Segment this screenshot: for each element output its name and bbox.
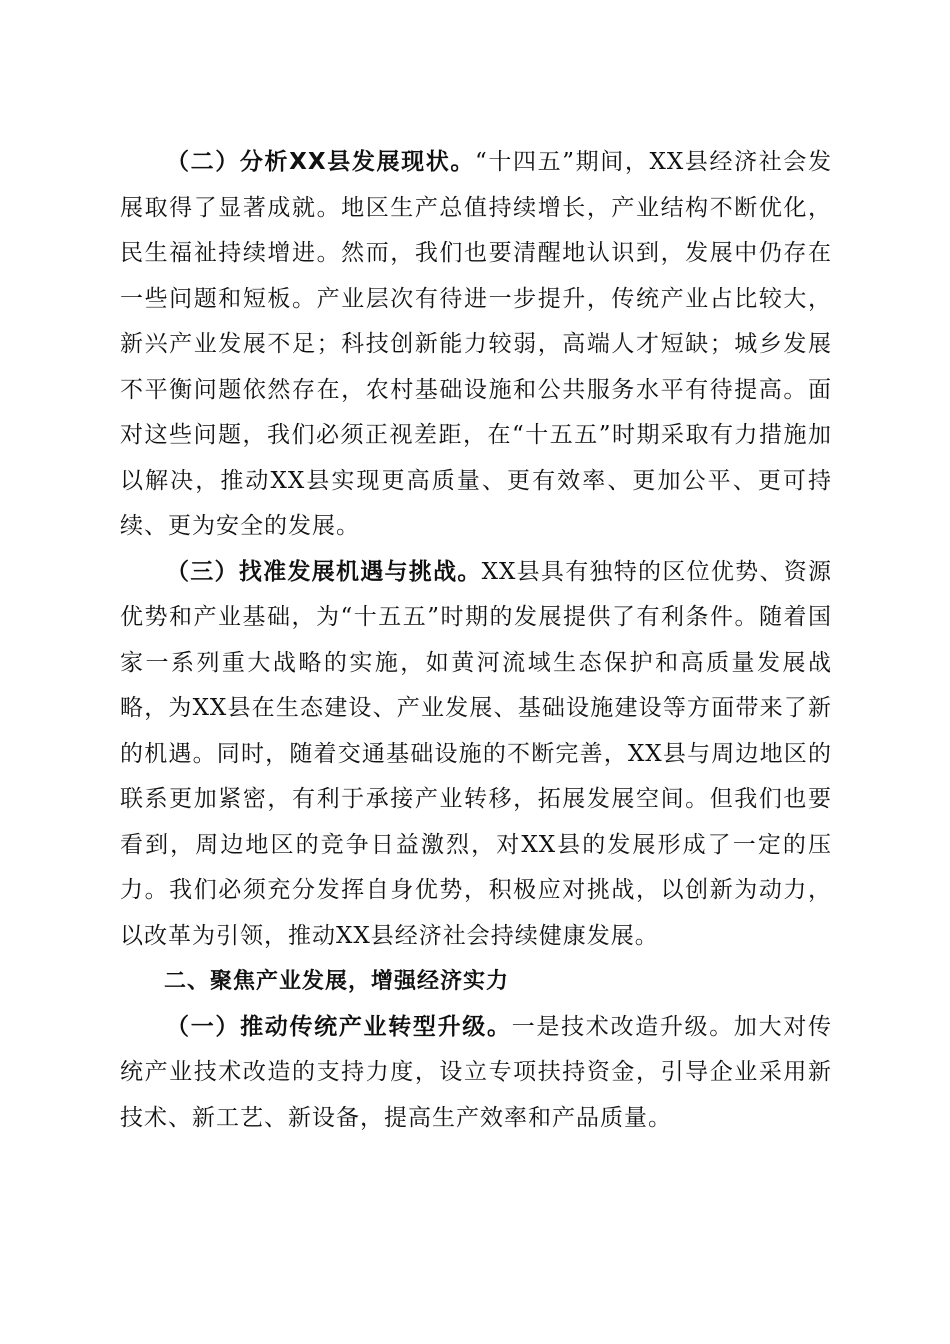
- paragraph-lead: （一）推动传统产业转型升级。: [166, 1013, 512, 1040]
- paragraph-opportunities-challenges: [120, 550, 832, 960]
- section-heading: 二、聚焦产业发展，增强经济实力: [164, 969, 510, 994]
- document-body: [120, 140, 832, 1141]
- paragraph-text: “十四五”期间，XX县经济社会发展取得了显著成就。地区生产总值持续增长，产业结构不断优化，民生福祉持续增进。然而，我们也要清醒地认识到，发展中仍存在一些问题和短板。产业层次有待进一步提升，传统产业占比较大，新兴产业发展不足；科技创新能力较弱，高端人才短缺；城乡发展不平衡问题依然存在，农村基础设施和公共服务水平有待提高。面对这些问题，我们必须正视差距，在“十五五”时期采取有力措施加以解决，推动XX县实现更高质量、更有效率、更加公平、更可持续、更为安全的发展。: [120, 149, 833, 539]
- paragraph-text: XX县具有独特的区位优势、资源优势和产业基础，为“十五五”时期的发展提供了有利条件。随着国家一系列重大战略的实施，如黄河流域生态保护和高质量发展战略，为XX县在生态建设、产业发展、基础设施建设等方面带来了新的机遇。同时，随着交通基础设施的不断完善，XX县与周边地区的联系更加紧密，有利于承接产业转移，拓展发展空间。但我们也要看到，周边地区的竞争日益激烈，对XX县的发展形成了一定的压力。我们必须充分发挥自身优势，积极应对挑战，以创新为动力，以改革为引领，推动XX县经济社会持续健康发展。: [120, 558, 832, 949]
- paragraph-text: 一是技术改造升级。加大对传统产业技术改造的支持力度，设立专项扶持资金，引导企业采用新技术、新工艺、新设备，提高生产效率和产品质量。: [120, 1013, 833, 1131]
- paragraph-lead: （二）分析XX县发展现状。: [166, 149, 475, 175]
- paragraph-traditional-industry: [120, 1005, 832, 1142]
- paragraph-lead: （三）找准发展机遇与挑战。: [166, 558, 482, 585]
- paragraph-status-analysis: [120, 140, 832, 550]
